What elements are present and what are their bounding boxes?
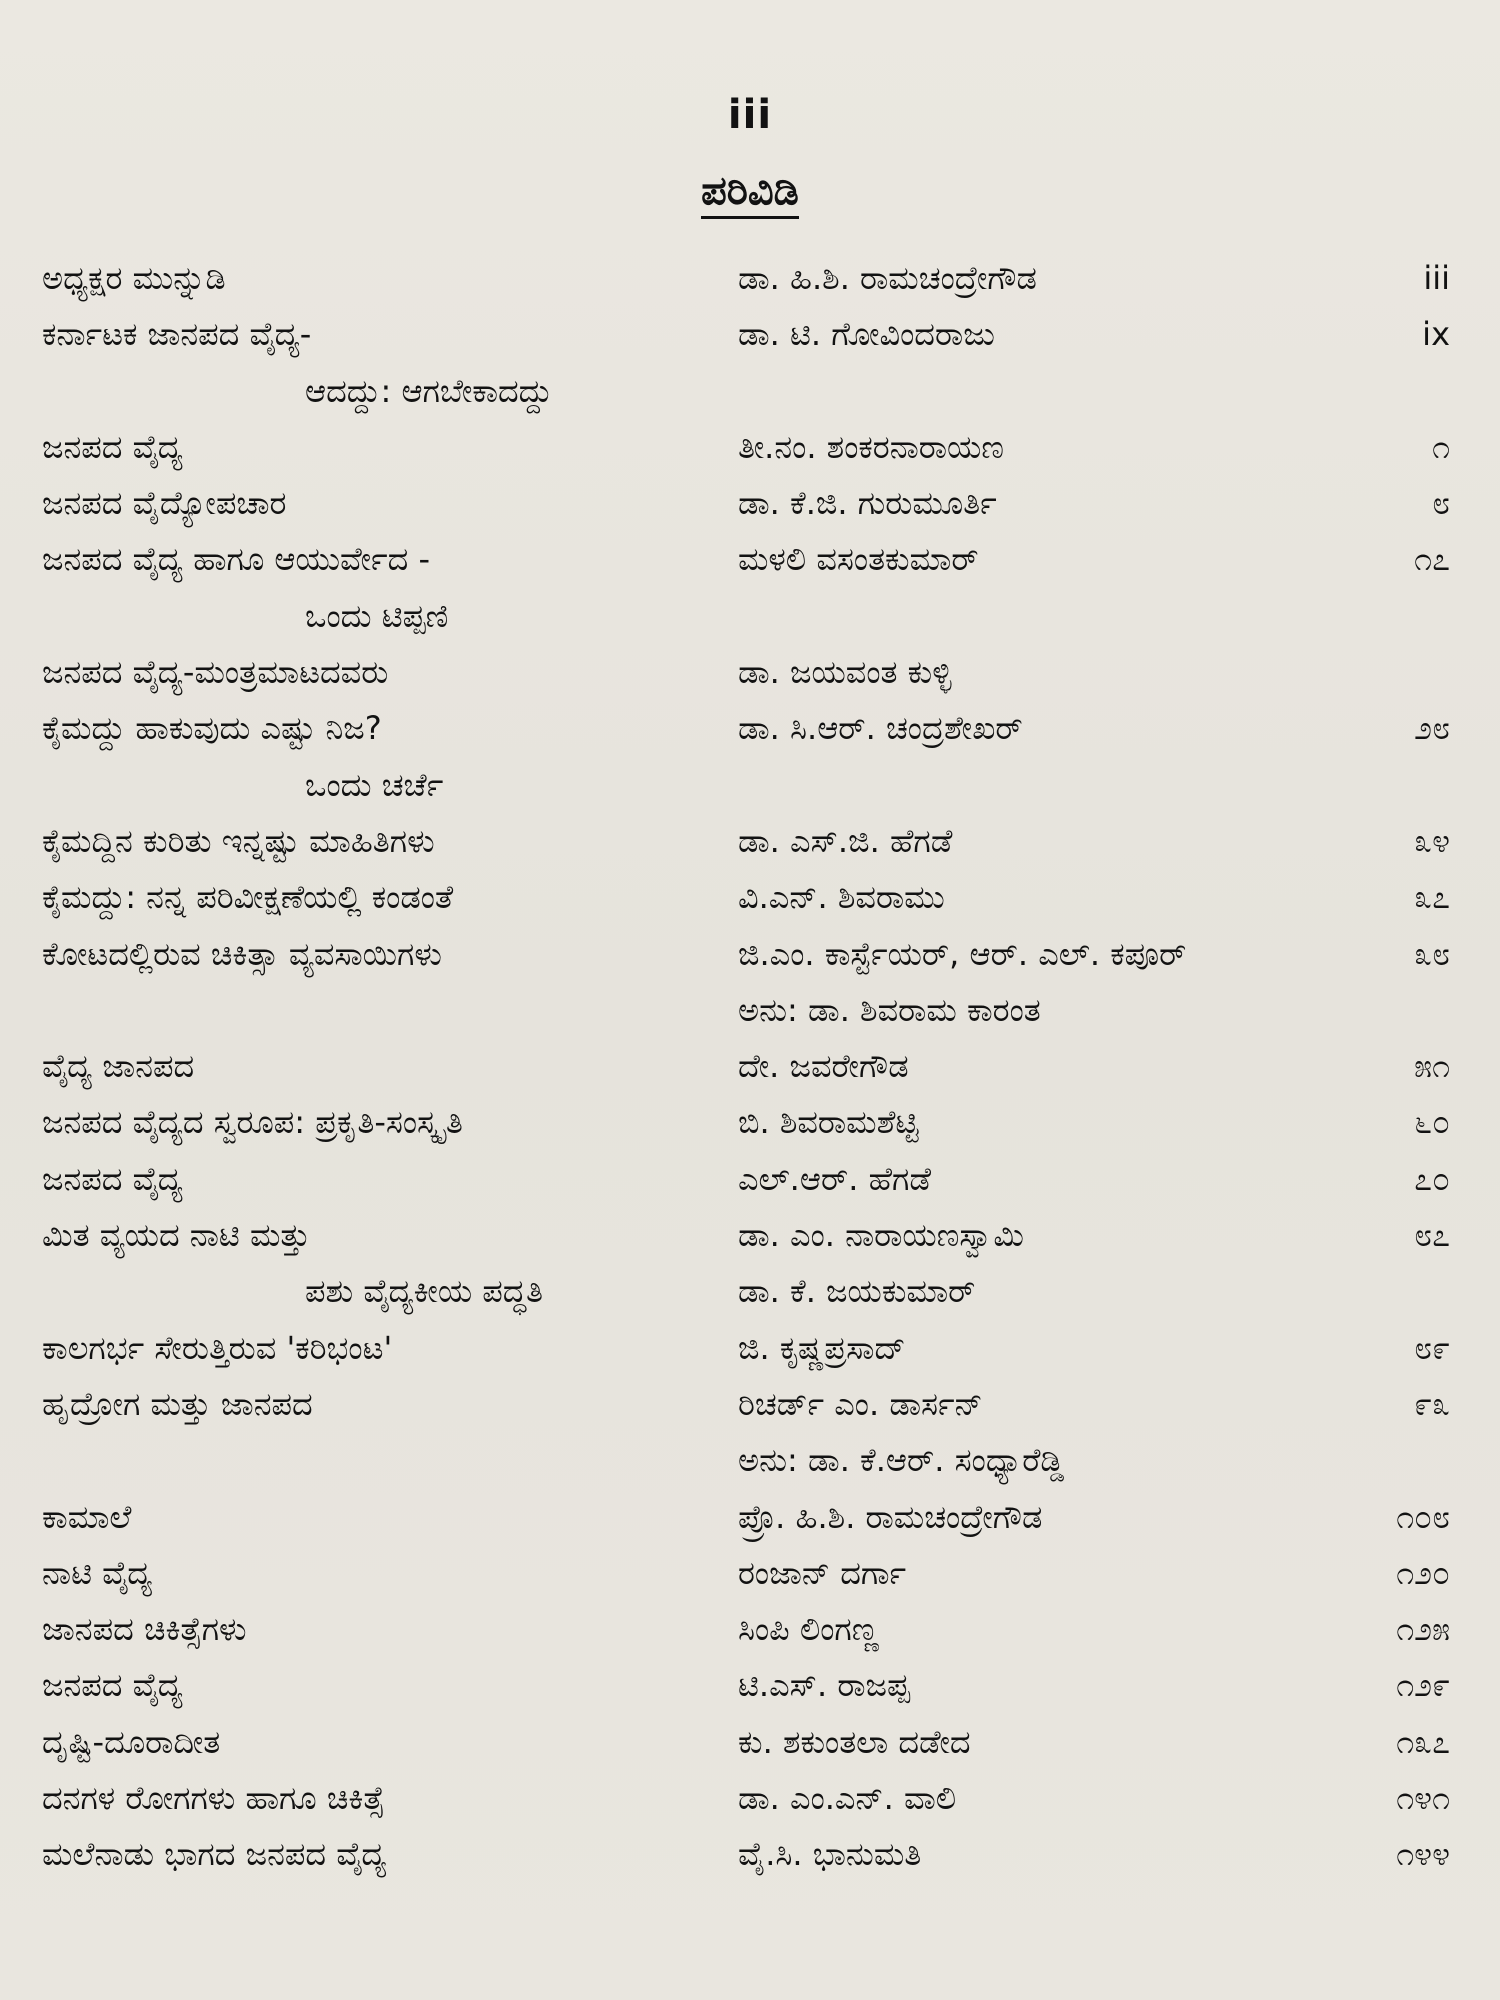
entry-author: ದೇ. ಜವರೇಗೌಡ bbox=[738, 1047, 909, 1086]
entry-author: ಜಿ.ಎಂ. ಕಾರ್ಸ್ಟೆಯರ್, ಆರ್. ಎಲ್. ಕಪೂರ್ bbox=[738, 934, 1187, 973]
contents-heading-wrapper bbox=[0, 168, 1500, 214]
entry-title: ಒಂದು ಚರ್ಚೆ bbox=[305, 765, 444, 804]
toc-entry bbox=[0, 1151, 1500, 1207]
entry-page-number: ೩೭ bbox=[1414, 878, 1450, 917]
entry-author: ಡಾ. ಎಂ. ನಾರಾಯಣಸ್ವಾಮಿ bbox=[738, 1216, 1024, 1255]
entry-page-number: ೧೩೭ bbox=[1396, 1722, 1450, 1761]
toc-entry bbox=[0, 588, 1500, 644]
entry-title: ಕೈಮದ್ದು: ನನ್ನ ಪರಿವೀಕ್ಷಣೆಯಲ್ಲಿ ಕಂಡಂತೆ bbox=[42, 878, 454, 917]
toc-entry bbox=[0, 531, 1500, 587]
entry-page-number: ೬೦ bbox=[1414, 1103, 1450, 1142]
entry-title: ಜನಪದ ವೈದ್ಯ bbox=[42, 1159, 183, 1198]
entry-title: ನಾಟಿ ವೈದ್ಯ bbox=[42, 1553, 153, 1592]
entry-title: ಕೈಮದ್ದು ಹಾಕುವುದು ಎಷ್ಟು ನಿಜ? bbox=[42, 709, 382, 748]
entry-page-number: ೧೪೧ bbox=[1396, 1779, 1450, 1818]
entry-author: ಮಳಲಿ ವಸಂತಕುಮಾರ್ bbox=[738, 540, 979, 579]
entry-page-number: ೧೪೪ bbox=[1396, 1835, 1450, 1874]
entry-page-number: ೧೦೮ bbox=[1396, 1497, 1450, 1536]
entry-title: ದೃಷ್ಟಿ-ದೂರಾದೀತ bbox=[42, 1722, 221, 1761]
entry-author: ಡಾ. ಎಂ.ಎನ್. ವಾಲಿ bbox=[738, 1779, 957, 1818]
entry-author: ರಂಜಾನ್ ದರ್ಗಾ bbox=[738, 1553, 907, 1592]
toc-entry bbox=[0, 363, 1500, 419]
entry-author: ಟಿ.ಎಸ್. ರಾಜಪ್ಪ bbox=[738, 1666, 911, 1705]
entry-author: ಡಾ. ಎಸ್.ಜಿ. ಹೆಗಡೆ bbox=[738, 821, 953, 860]
toc-entry bbox=[0, 926, 1500, 982]
toc-entry bbox=[0, 1714, 1500, 1770]
entry-page-number: ೩೮ bbox=[1414, 934, 1450, 973]
entry-title: ಅಧ್ಯಕ್ಷರ ಮುನ್ನುಡಿ bbox=[42, 259, 226, 297]
entry-author: ತೀ.ನಂ. ಶಂಕರನಾರಾಯಣ bbox=[738, 427, 1004, 466]
entry-page-number: ೨೮ bbox=[1414, 709, 1450, 748]
entry-title: ಆದದ್ದು: ಆಗಬೇಕಾದದ್ದು bbox=[305, 371, 553, 410]
toc-entry bbox=[0, 1320, 1500, 1376]
entry-title: ದನಗಳ ರೋಗಗಳು ಹಾಗೂ ಚಿಕಿತ್ಸೆ bbox=[42, 1779, 385, 1818]
entry-page-number: ೫೧ bbox=[1414, 1047, 1450, 1086]
entry-page-number: ೧೨೫ bbox=[1396, 1610, 1450, 1649]
entry-title: ಜನಪದ ವೈದ್ಯ bbox=[42, 1666, 183, 1705]
toc-entry bbox=[0, 1489, 1500, 1545]
entry-author: ಡಾ. ಜಯವಂತ ಕುಳ್ಳಿ bbox=[738, 653, 952, 692]
toc-entry bbox=[0, 1094, 1500, 1150]
entry-page-number: iii bbox=[1423, 259, 1450, 297]
page-number: iii bbox=[727, 92, 773, 138]
entry-page-number: ೮೭ bbox=[1414, 1216, 1450, 1255]
entry-page-number: ೧೨೯ bbox=[1396, 1666, 1450, 1705]
entry-page-number: ix bbox=[1422, 315, 1450, 354]
entry-title: ಒಂದು ಟಿಪ್ಪಣಿ bbox=[305, 596, 449, 635]
entry-page-number: ೧೨೦ bbox=[1396, 1553, 1450, 1592]
entry-author: ಡಾ. ಟಿ. ಗೋವಿಂದರಾಜು bbox=[738, 315, 995, 354]
toc-entry bbox=[0, 1263, 1500, 1319]
entry-title: ಕಾಲಗರ್ಭ ಸೇರುತ್ತಿರುವ 'ಕರಿಭಂಟ' bbox=[42, 1328, 393, 1367]
entry-title: ಜನಪದ ವೈದ್ಯ-ಮಂತ್ರಮಾಟದವರು bbox=[42, 653, 389, 692]
entry-author: ಸಿಂಪಿ ಲಿಂಗಣ್ಣ bbox=[738, 1610, 879, 1649]
entry-page-number: ೮೯ bbox=[1414, 1328, 1450, 1367]
entry-page-number: ೭೦ bbox=[1414, 1159, 1450, 1198]
toc-entry bbox=[0, 1826, 1500, 1882]
toc-entry bbox=[0, 1545, 1500, 1601]
entry-author: ಡಾ. ಕೆ.ಜಿ. ಗುರುಮೂರ್ತಿ bbox=[738, 484, 997, 523]
toc-entry bbox=[0, 869, 1500, 925]
toc-entry bbox=[0, 1038, 1500, 1094]
toc-entry bbox=[0, 1376, 1500, 1432]
entry-author: ಡಾ. ಸಿ.ಆರ್. ಚಂದ್ರಶೇಖರ್ bbox=[738, 709, 1023, 748]
toc-entry bbox=[0, 813, 1500, 869]
table-of-contents bbox=[0, 250, 1500, 1883]
entry-page-number: ೯೩ bbox=[1414, 1384, 1450, 1423]
entry-title: ಕಾಮಾಲೆ bbox=[42, 1497, 132, 1536]
entry-page-number: ೩೪ bbox=[1414, 821, 1450, 860]
toc-entry bbox=[0, 1657, 1500, 1713]
entry-title: ಜಾನಪದ ಚಿಕಿತ್ಸೆಗಳು bbox=[42, 1610, 247, 1649]
entry-title: ಕೋಟದಲ್ಲಿರುವ ಚಿಕಿತ್ಸಾ ವ್ಯವಸಾಯಿಗಳು bbox=[42, 934, 442, 973]
entry-author: ಎಲ್.ಆರ್. ಹೆಗಡೆ bbox=[738, 1159, 932, 1198]
entry-author: ಜಿ. ಕೃಷ್ಣಪ್ರಸಾದ್ bbox=[738, 1328, 906, 1367]
entry-page-number: ೮ bbox=[1432, 484, 1450, 523]
toc-entry bbox=[0, 982, 1500, 1038]
entry-author: ಪ್ರೊ. ಹಿ.ಶಿ. ರಾಮಚಂದ್ರೇಗೌಡ bbox=[738, 1497, 1043, 1536]
entry-author: ಕು. ಶಕುಂತಲಾ ದಡೇದ bbox=[738, 1722, 971, 1761]
entry-author: ಬಿ. ಶಿವರಾಮಶೆಟ್ಟಿ bbox=[738, 1103, 919, 1142]
contents-heading: ಪರಿವಿಡಿ bbox=[701, 168, 799, 219]
toc-entry bbox=[0, 757, 1500, 813]
entry-title: ಮಲೆನಾಡು ಭಾಗದ ಜನಪದ ವೈದ್ಯ bbox=[42, 1835, 387, 1874]
entry-title: ಹೃದ್ರೋಗ ಮತ್ತು ಜಾನಪದ bbox=[42, 1384, 313, 1423]
entry-page-number: ೧೭ bbox=[1414, 540, 1450, 579]
toc-entry bbox=[0, 1432, 1500, 1488]
entry-title: ವೈದ್ಯ ಜಾನಪದ bbox=[42, 1047, 195, 1086]
toc-entry bbox=[0, 250, 1500, 306]
entry-author: ಅನು: ಡಾ. ಕೆ.ಆರ್. ಸಂಧ್ಯಾರೆಡ್ಡಿ bbox=[738, 1441, 1065, 1480]
entry-title: ಜನಪದ ವೈದ್ಯ bbox=[42, 427, 183, 466]
entry-title: ಕೈಮದ್ದಿನ ಕುರಿತು ಇನ್ನಷ್ಟು ಮಾಹಿತಿಗಳು bbox=[42, 821, 435, 860]
entry-title: ಜನಪದ ವೈದ್ಯದ ಸ್ವರೂಪ: ಪ್ರಕೃತಿ-ಸಂಸ್ಕೃತಿ bbox=[42, 1103, 463, 1142]
toc-entry bbox=[0, 644, 1500, 700]
entry-author: ವಿ.ಎನ್. ಶಿವರಾಮು bbox=[738, 878, 945, 917]
entry-author: ವೈ.ಸಿ. ಭಾನುಮತಿ bbox=[738, 1835, 922, 1874]
entry-title: ಕರ್ನಾಟಕ ಜಾನಪದ ವೈದ್ಯ- bbox=[42, 315, 312, 354]
entry-page-number: ೧ bbox=[1432, 427, 1450, 466]
toc-entry bbox=[0, 1207, 1500, 1263]
entry-author: ಅನು: ಡಾ. ಶಿವರಾಮ ಕಾರಂತ bbox=[738, 990, 1041, 1029]
entry-title: ಜನಪದ ವೈದ್ಯ ಹಾಗೂ ಆಯುರ್ವೇದ - bbox=[42, 540, 431, 579]
entry-author: ರಿಚರ್ಡ್ ಎಂ. ಡಾರ್ಸನ್ bbox=[738, 1384, 983, 1423]
toc-entry bbox=[0, 700, 1500, 756]
entry-title: ಜನಪದ ವೈದ್ಯೋಪಚಾರ bbox=[42, 484, 287, 523]
entry-author: ಡಾ. ಕೆ. ಜಯಕುಮಾರ್ bbox=[738, 1272, 976, 1311]
entry-author: ಡಾ. ಹಿ.ಶಿ. ರಾಮಚಂದ್ರೇಗೌಡ bbox=[738, 259, 1037, 297]
toc-entry bbox=[0, 475, 1500, 531]
toc-entry bbox=[0, 306, 1500, 362]
entry-title: ಪಶು ವೈದ್ಯಕೀಯ ಪದ್ಧತಿ bbox=[305, 1272, 544, 1311]
toc-entry bbox=[0, 419, 1500, 475]
entry-title: ಮಿತ ವ್ಯಯದ ನಾಟಿ ಮತ್ತು bbox=[42, 1216, 311, 1255]
toc-entry bbox=[0, 1601, 1500, 1657]
toc-entry bbox=[0, 1770, 1500, 1826]
